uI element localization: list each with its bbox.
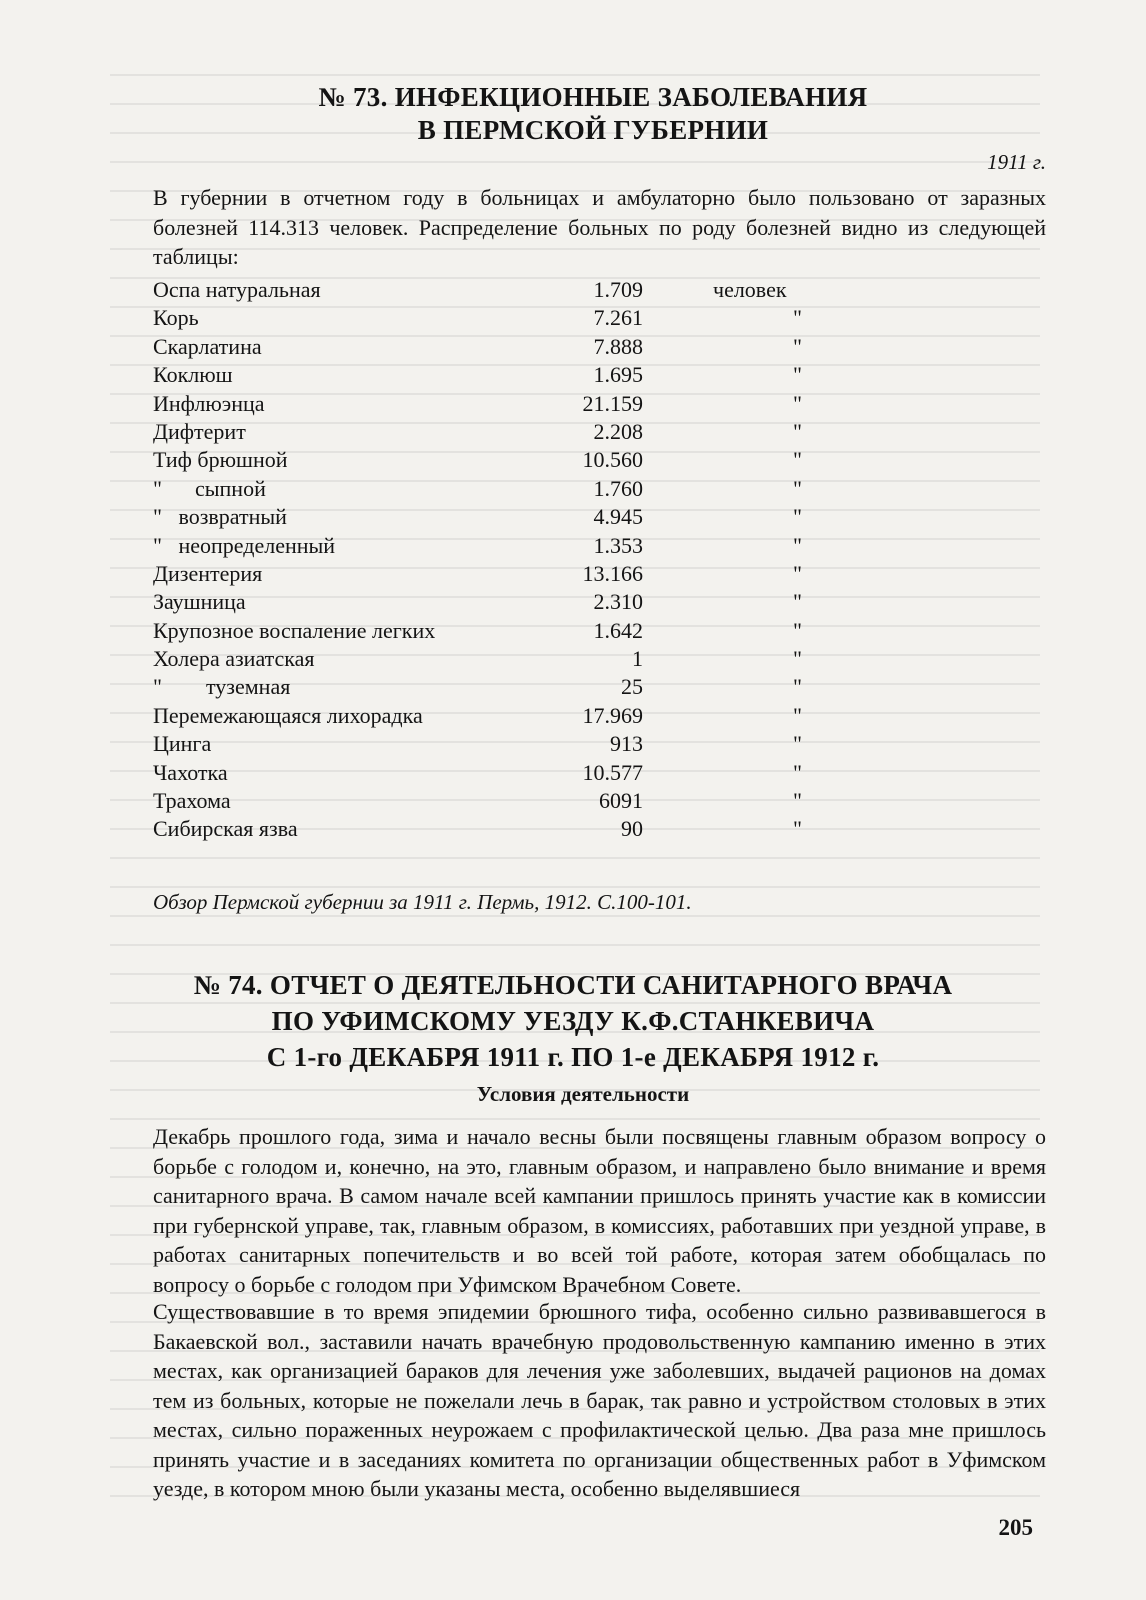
table-row xyxy=(153,532,853,560)
count-unit: " xyxy=(793,702,802,728)
table-row xyxy=(153,333,853,361)
doc73-intro-paragraph: В губернии в отчетном году в больницах и амбулаторно было пользовано от заразных болезней 114.313 человек. Распределение больных по роду болезней видно из следующей таблицы: xyxy=(153,185,1046,269)
case-count: 7.261 xyxy=(593,305,643,331)
disease-name: Трахома xyxy=(153,788,231,814)
doc74-title-line1: № 74. ОТЧЕТ О ДЕЯТЕЛЬНОСТИ САНИТАРНОГО ВРАЧА xyxy=(193,970,953,1000)
page-number: 205 xyxy=(998,1515,1033,1540)
doc73-year: 1911 г. xyxy=(987,150,1046,174)
disease-name: " возвратный xyxy=(153,504,287,530)
disease-name: Коклюш xyxy=(153,362,233,388)
table-row xyxy=(153,276,853,304)
disease-name: Крупозное воспаление легких xyxy=(153,617,436,643)
count-unit: " xyxy=(793,617,802,643)
disease-name: Холера азиатская xyxy=(153,646,315,672)
count-unit: " xyxy=(793,475,802,501)
case-count: 913 xyxy=(610,731,643,757)
disease-name: Дизентерия xyxy=(153,560,263,586)
disease-name: Скарлатина xyxy=(153,333,262,359)
count-unit: " xyxy=(793,390,802,416)
disease-name: Оспа натуральная xyxy=(153,277,321,302)
doc74-title-line3: С 1-го ДЕКАБРЯ 1911 г. ПО 1-е ДЕКАБРЯ 1912 г. xyxy=(266,1042,880,1072)
disease-name: Тиф брюшной xyxy=(153,447,288,473)
table-row xyxy=(153,673,853,701)
case-count: 17.969 xyxy=(582,702,643,728)
count-unit: " xyxy=(793,674,802,700)
count-unit: " xyxy=(793,333,802,359)
table-row xyxy=(153,503,853,531)
table-row xyxy=(153,617,853,645)
table-row xyxy=(153,588,853,616)
table-row xyxy=(153,390,853,418)
count-unit: " xyxy=(793,816,802,842)
count-unit: " xyxy=(793,646,802,672)
table-row xyxy=(153,418,853,446)
table-row xyxy=(153,759,853,787)
disease-name: Перемежающаяся лихорадка xyxy=(153,702,423,728)
count-unit: " xyxy=(793,418,802,444)
case-count: 10.560 xyxy=(582,447,643,473)
table-row xyxy=(153,815,853,843)
table-row xyxy=(153,475,853,503)
doc74-paragraph-2: Существовавшие в то время эпидемии брюшного тифа, особенно сильно развивавшегося в Бакаевской вол., заставили начать врачебную продовольственную кампанию именно в этих местах, как организацией бараков для лечения уже заболевших, выдачей рационов на домах тем из больных, которые не пожелали лечь в барак, так равно и устройством столовых в этих местах, сильно пораженных неурожаем с профилактической целью. Два раза мне пришлось принять участие и в заседаниях комитета по организации общественных работ в Уфимском уезде, в котором мною были указаны места, особенно выделявшиеся xyxy=(153,1299,1046,1501)
disease-name: " туземная xyxy=(153,674,291,700)
count-unit: " xyxy=(793,731,802,757)
table-row xyxy=(153,304,853,332)
case-count: 90 xyxy=(621,816,643,842)
count-unit: " xyxy=(793,560,802,586)
doc73-title-line1: № 73. ИНФЕКЦИОННЫЕ ЗАБОЛЕВАНИЯ xyxy=(318,82,868,112)
case-count: 1.709 xyxy=(593,277,643,302)
case-count: 21.159 xyxy=(582,390,643,416)
table-row xyxy=(153,730,853,758)
case-count: 1 xyxy=(632,646,643,672)
disease-name: Чахотка xyxy=(153,759,228,785)
disease-name: Инфлюэнца xyxy=(153,390,265,416)
disease-name: Дифтерит xyxy=(153,418,246,444)
case-count: 10.577 xyxy=(582,759,643,785)
table-row xyxy=(153,645,853,673)
case-count: 13.166 xyxy=(582,560,643,586)
case-count: 1.642 xyxy=(593,617,643,643)
count-unit: " xyxy=(793,788,802,814)
case-count: 2.208 xyxy=(593,418,643,444)
case-count: 2.310 xyxy=(593,589,643,615)
doc74-paragraph-1: Декабрь прошлого года, зима и начало весны были посвящены главным образом вопросу о борьбе с голодом и, конечно, на это, главным образом, и направлено было внимание и время санитарного врача. В самом начале всей кампании пришлось принять участие как в комиссии при губернской управе, так, главным образом, в комиссиях, работавших при уездной управе, в работах санитарных попечительств и во всей той работе, которая затем обобщалась по вопросу о борьбе с голодом при Уфимском Врачебном Совете. xyxy=(153,1124,1046,1297)
doc73-source-citation: Обзор Пермской губернии за 1911 г. Пермь, 1912. С.100-101. xyxy=(153,890,692,914)
count-unit: " xyxy=(793,362,802,388)
doc73-title-line2: В ПЕРМСКОЙ ГУБЕРНИИ xyxy=(417,115,769,145)
count-unit: " xyxy=(793,589,802,615)
disease-name: " сыпной xyxy=(153,475,266,501)
case-count: 1.695 xyxy=(593,362,643,388)
table-row xyxy=(153,361,853,389)
count-unit: " xyxy=(793,759,802,785)
case-count: 1.760 xyxy=(593,475,643,501)
disease-name: Сибирская язва xyxy=(153,816,298,842)
disease-name: Корь xyxy=(153,305,199,331)
count-unit: " xyxy=(793,305,802,331)
table-row xyxy=(153,560,853,588)
case-count: 6091 xyxy=(599,788,643,814)
count-unit: " xyxy=(793,447,802,473)
case-count: 4.945 xyxy=(593,504,643,530)
disease-name: Цинга xyxy=(153,731,212,757)
count-unit: человек xyxy=(713,277,787,302)
table-row xyxy=(153,702,853,730)
count-unit: " xyxy=(793,532,802,558)
count-unit: " xyxy=(793,504,802,530)
disease-table xyxy=(153,276,853,844)
disease-name: " неопределенный xyxy=(153,532,336,558)
case-count: 7.888 xyxy=(593,333,643,359)
case-count: 1.353 xyxy=(593,532,643,558)
case-count: 25 xyxy=(621,674,643,700)
table-row xyxy=(153,446,853,474)
doc74-subheading: Условия деятельности xyxy=(476,1082,690,1106)
disease-name: Заушница xyxy=(153,589,246,615)
table-row xyxy=(153,787,853,815)
doc74-title-line2: ПО УФИМСКОМУ УЕЗДУ К.Ф.СТАНКЕВИЧА xyxy=(271,1006,875,1036)
